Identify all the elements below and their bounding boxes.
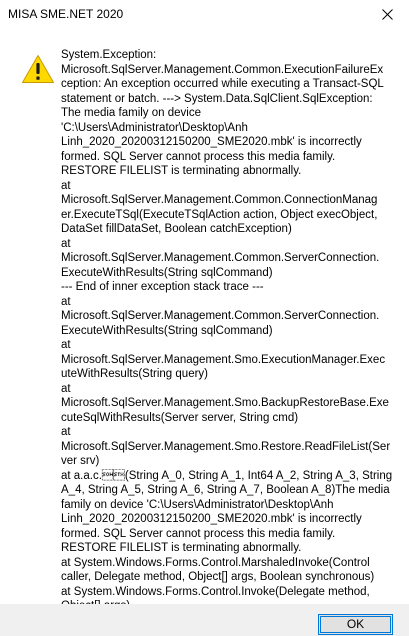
close-button[interactable] xyxy=(365,0,409,29)
message-line: 'C:\Users\Administrator\Desktop\Anh xyxy=(61,121,248,134)
message-line: DataSet fillDataSet, Boolean catchException) xyxy=(61,223,292,235)
message-line: at System.Windows.Forms.Control.Invoke(Delegate method, xyxy=(61,585,370,598)
message-line: ExecuteWithResults(String sqlCommand) xyxy=(61,324,273,337)
message-line: Microsoft.SqlServer.Management.Common.ConnectionManag xyxy=(61,194,378,206)
message-line: Microsoft.SqlServer.Management.Smo.Restore.ReadFileList(Ser xyxy=(61,440,391,453)
dialog-footer xyxy=(0,604,409,636)
message-line: uteWithResults(String query) xyxy=(61,368,208,380)
message-line: at xyxy=(61,382,71,395)
message-line: at xyxy=(61,179,71,192)
error-message xyxy=(61,48,393,636)
message-line: --- End of inner exception stack trace --- xyxy=(61,281,264,293)
message-line: at a.a.c.(String A_0, String A_1, Int64 A_2, String A_3, String xyxy=(61,469,393,482)
ok-button[interactable]: OK xyxy=(318,614,393,635)
message-line: at xyxy=(61,339,71,351)
message-line: er.ExecuteTSql(ExecuteTSqlAction action, Object execObject, xyxy=(61,208,378,221)
message-line: A_4, String A_5, String A_6, String A_7, Boolean A_8)The media xyxy=(61,484,390,496)
message-line: caller, Delegate method, Object[] args, Boolean synchronous) xyxy=(61,571,375,583)
message-line: Linh_2020_20200312150200_SME2020.mbk' is incorrectly xyxy=(61,136,362,148)
message-line: formed. SQL Server cannot process this media family. xyxy=(61,527,336,540)
message-line: at xyxy=(61,237,71,250)
message-line: ception: An exception occurred while executing a Transact-SQL xyxy=(61,78,384,90)
message-line: statement or batch. ---> System.Data.SqlClient.SqlException: xyxy=(61,92,373,105)
dialog-content xyxy=(0,29,409,604)
message-line: Microsoft.SqlServer.Management.Common.ServerConnection. xyxy=(61,310,380,322)
message-line: family on device 'C:\Users\Administrator\Desktop\Anh xyxy=(61,498,334,511)
message-line: ExecuteWithResults(String sqlCommand) xyxy=(61,266,273,279)
warning-icon xyxy=(21,54,55,84)
message-line: at xyxy=(61,426,71,438)
message-line: RESTORE FILELIST is terminating abnormally. xyxy=(61,165,302,177)
message-line: The media family on device xyxy=(61,107,201,119)
window-title: MISA SME.NET 2020 xyxy=(8,7,124,21)
message-line: at System.Windows.Forms.Control.MarshaledInvoke(Control xyxy=(61,556,370,569)
message-line: Microsoft.SqlServer.Management.Smo.BackupRestoreBase.Exe xyxy=(61,397,389,409)
close-icon xyxy=(382,9,393,20)
message-line: formed. SQL Server cannot process this media family. xyxy=(61,150,336,163)
title-bar[interactable] xyxy=(0,0,409,29)
message-line: Microsoft.SqlServer.Management.Smo.ExecutionManager.Exec xyxy=(61,353,386,366)
message-line: Microsoft.SqlServer.Management.Common.ServerConnection. xyxy=(61,252,380,264)
message-line: Microsoft.SqlServer.Management.Common.ExecutionFailureEx xyxy=(61,63,384,76)
message-line: System.Exception: xyxy=(61,49,157,61)
message-line: Linh_2020_20200312150200_SME2020.mbk' is incorrectly xyxy=(61,513,362,525)
message-line: RESTORE FILELIST is terminating abnormally. xyxy=(61,542,302,554)
message-line: at xyxy=(61,295,71,308)
message-line: ver srv) xyxy=(61,455,100,467)
message-line: cuteSqlWithResults(Server server, String cmd) xyxy=(61,411,299,424)
